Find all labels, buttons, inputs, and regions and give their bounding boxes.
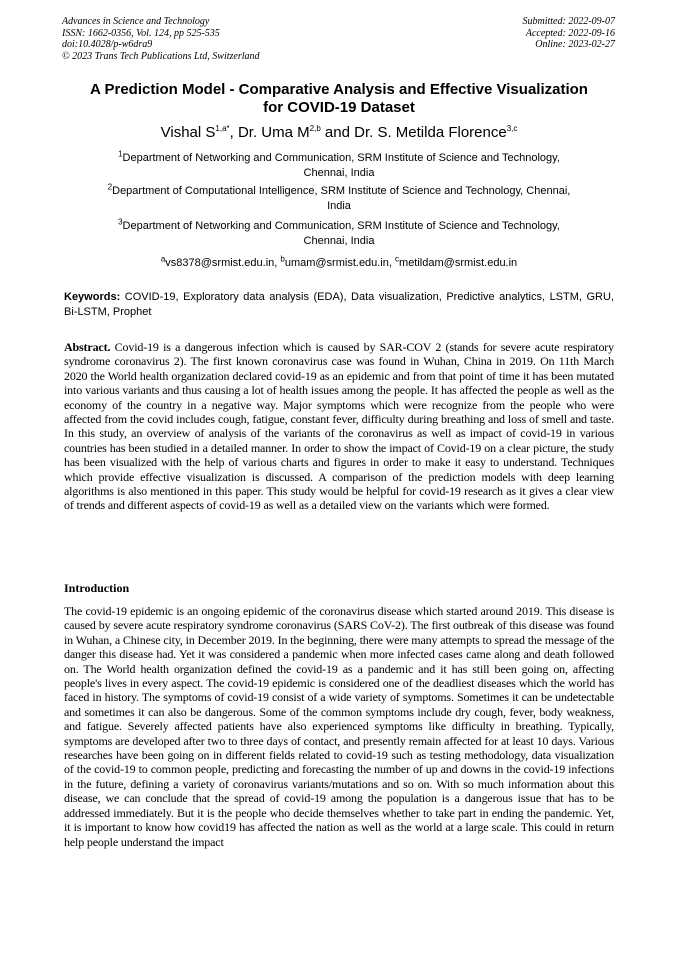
keywords-label: Keywords:	[64, 291, 121, 303]
email-a-sup: a	[160, 254, 166, 264]
email-c-sup: c	[395, 254, 400, 264]
affiliation-2	[70, 184, 608, 213]
copyright-line: © 2023 Trans Tech Publications Ltd, Switzerland	[62, 50, 260, 62]
journal-header-right	[523, 16, 616, 51]
introduction-heading: Introduction	[64, 581, 130, 595]
author-3-sup: 3,c	[506, 124, 518, 133]
author-2-sup: 2,b	[309, 124, 321, 133]
submitted-date: Submitted: 2022-09-07	[522, 16, 615, 27]
email-b[interactable]: umam@srmist.edu.in,	[284, 257, 396, 269]
author-3: and Dr. S. Metilda Florence	[320, 124, 507, 141]
accepted-date: Accepted: 2022-09-16	[525, 27, 615, 39]
affiliation-1-sup: 1	[118, 149, 123, 159]
affiliation-2-line-1: Department of Computational Intelligence, SRM Institute of Science and Technology, Chennai,	[112, 185, 571, 197]
author-emails	[55, 256, 623, 270]
affiliation-3-sup: 3	[118, 217, 123, 227]
introduction-text: The covid-19 epidemic is an ongoing epidemic of the coronavirus disease which started around 2019. This disease is caused by severe acute respiratory syndrome coronavirus (SARS CoV-2). The first outbreak of this disease was found in Wuhan, a Chinese city, in December 2019. In the beginning, there were many attempts to spread the message of the danger this disease had. Yet it was considered a pandemic when more infected cases came along and death followed on. The World health organization defined the covid-19 as a pandemic and it has still been going on, affecting people's lives in every aspect. The covid-19 epidemic is considered one of the deadliest diseases which the world has faced in history. The symptoms of covid-19 consist of a wide variety of symptoms. Sometimes it can be undetectable and sometimes it can also be dangerous. Some of the common symptoms include dry cough, fever, body weakness, and fatigue. Severely affected patients have also experienced symptoms like difficulty in breathing. Typically, symptoms are developed after two to three days of contact, and presently remain affected for at least 10 days. Various researches have been going on in different fields related to covid-19 such as testing methodology, data visualization of the covid-19 to common people, predicting and forecasting the number of up and downs in the covid-19 infections in the future, defining a variety of coronavirus variants/mutations and so on. With so much information about this disease, we can conclude that the spread of covid-19 among the population is a dangerous issue that has to be addressed immediately. But it is the people who decide themselves whether to take part in ending the pandemic. Yet, it is important to know how covid19 has affected the nation as well as the world at a large scale. This could in return help people understand the impact	[64, 604, 614, 849]
journal-name: Advances in Science and Technology	[62, 16, 210, 27]
abstract-label: Abstract.	[64, 340, 111, 354]
keywords-text: COVID-19, Exploratory data analysis (EDA), Data visualization, Predictive analytics, LSTM, GRU, Bi-LSTM, Prophet	[64, 291, 614, 318]
doi-line: doi:10.4028/p-w6dra9	[62, 39, 153, 50]
abstract-text: Covid-19 is a dangerous infection which is caused by SAR-COV 2 (stands for severe acute respiratory syndrome coronavirus 2). The first known coronavirus case was found in Wuhan, China in 2019. On 11th March 2020 the World health organization declared covid-19 as an epidemic and from that point of time it has been mutated into various variants and thus causing a lot of health issues among the people. It has affected the people as well as the economy of the country in a negative way. Major symptoms which were recognize from the people who were affected from the covid includes cough, fatigue, constant fever, difficulty during breathing and loss of smell and taste. In this study, an overview of analysis of the variants of the coronavirus as well as impact of covid-19 in various countries has been studied in a detailed manner. In order to show the impact of Covid-19 on a clear picture, the study has been visualized with the help of various charts and figures in order to make it easy to understand. Techniques which provide effective visualization is discussed. A comparison of the prediction models with deep learning algorithms is also mentioned in this paper. This study would be helpful for covid-19 research as it gives a clear view of trends and different aspects of covid-19 as well as a detailed view on the variants which were formed.	[64, 340, 614, 513]
email-b-sup: b	[280, 254, 285, 264]
email-a[interactable]: vs8378@srmist.edu.in,	[165, 257, 281, 269]
affiliation-1-line-1: Department of Networking and Communication, SRM Institute of Science and Technology,	[122, 152, 560, 164]
affiliation-1-line-2: Chennai, India	[303, 166, 375, 179]
author-2: , Dr. Uma M	[229, 124, 310, 141]
affiliation-3-line-2: Chennai, India	[303, 234, 375, 247]
online-date: Online: 2023-02-27	[535, 39, 615, 50]
journal-header-left	[62, 16, 260, 62]
author-1-sup: 1,a*	[215, 124, 230, 133]
title-line-2: for COVID-19 Dataset	[263, 99, 415, 116]
title-line-1: A Prediction Model - Comparative Analysis and Effective Visualization	[90, 81, 588, 98]
author-1: Vishal S	[160, 124, 216, 141]
affiliation-3	[70, 219, 608, 248]
keywords	[64, 290, 614, 319]
abstract	[64, 340, 614, 513]
paper-title	[55, 81, 623, 117]
affiliation-2-sup: 2	[107, 182, 113, 192]
email-c[interactable]: metildam@srmist.edu.in	[399, 257, 518, 269]
affiliation-2-line-2: India	[327, 199, 351, 212]
affiliation-1	[70, 151, 608, 180]
affiliation-3-line-1: Department of Networking and Communication, SRM Institute of Science and Technology,	[122, 220, 560, 232]
issn-line: ISSN: 1662-0356, Vol. 124, pp 525-535	[62, 27, 220, 39]
author-list	[55, 124, 623, 142]
